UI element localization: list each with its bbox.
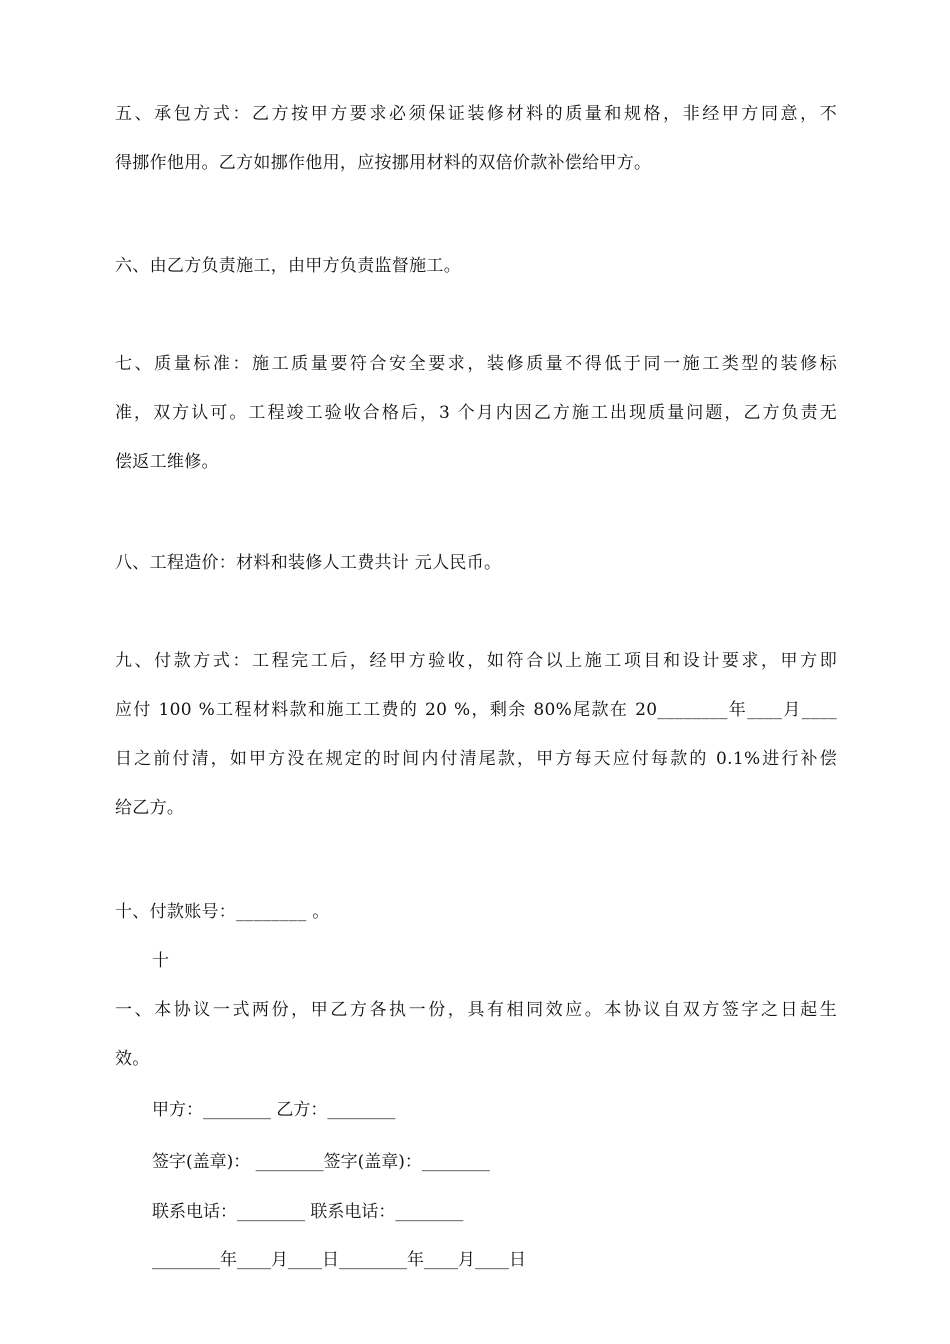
clause-5 [115, 90, 837, 188]
signature-date: ________年____月____日________年____月____日 [152, 1250, 526, 1270]
clause-7-line-1: 七、质量标准：施工质量要符合安全要求，装修质量不得低于同一施工类型的装修标 [115, 354, 837, 374]
clause-5-line-1: 五、承包方式：乙方按甲方要求必须保证装修材料的质量和规格，非经甲方同意，不 [115, 104, 837, 124]
clause-11-heading: 十 [152, 951, 169, 971]
signature-phone: 联系电话：________ 联系电话：________ [152, 1202, 464, 1222]
clause-9-line-3: 日之前付清，如甲方没在规定的时间内付清尾款，甲方每天应付每款的 0.1%进行补偿 [115, 749, 837, 769]
clause-7-line-3: 偿返工维修。 [115, 452, 219, 472]
clause-11-line-2: 效。 [115, 1049, 150, 1069]
clause-5-line-2: 得挪作他用。乙方如挪作他用，应按挪用材料的双倍价款补偿给甲方。 [115, 153, 652, 173]
clause-9 [115, 637, 837, 833]
clause-9-line-2: 应付 100 %工程材料款和施工工费的 20 %，剩余 80%尾款在 20________年____月____ [115, 700, 837, 720]
signature-parties: 甲方：________ 乙方：________ [152, 1100, 396, 1120]
clause-7 [115, 340, 837, 487]
signature-seal: 签字(盖章)： ________签字(盖章)：________ [152, 1152, 490, 1172]
clause-9-line-4: 给乙方。 [115, 798, 185, 818]
clause-7-line-2: 准，双方认可。工程竣工验收合格后，3 个月内因乙方施工出现质量问题，乙方负责无 [115, 403, 837, 423]
clause-6-line-1: 六、由乙方负责施工，由甲方负责监督施工。 [115, 256, 461, 276]
clause-11 [115, 986, 837, 1084]
clause-8 [115, 539, 837, 588]
clause-10 [115, 888, 837, 937]
clause-9-line-1: 九、付款方式：工程完工后，经甲方验收，如符合以上施工项目和设计要求，甲方即 [115, 651, 837, 671]
clause-11-line-1: 一、本协议一式两份，甲乙方各执一份，具有相同效应。本协议自双方签字之日起生 [115, 1000, 837, 1020]
clause-6 [115, 242, 837, 291]
clause-10-line-1: 十、付款账号：________ 。 [115, 902, 330, 922]
clause-8-line-1: 八、工程造价：材料和装修人工费共计 元人民币。 [115, 553, 502, 573]
